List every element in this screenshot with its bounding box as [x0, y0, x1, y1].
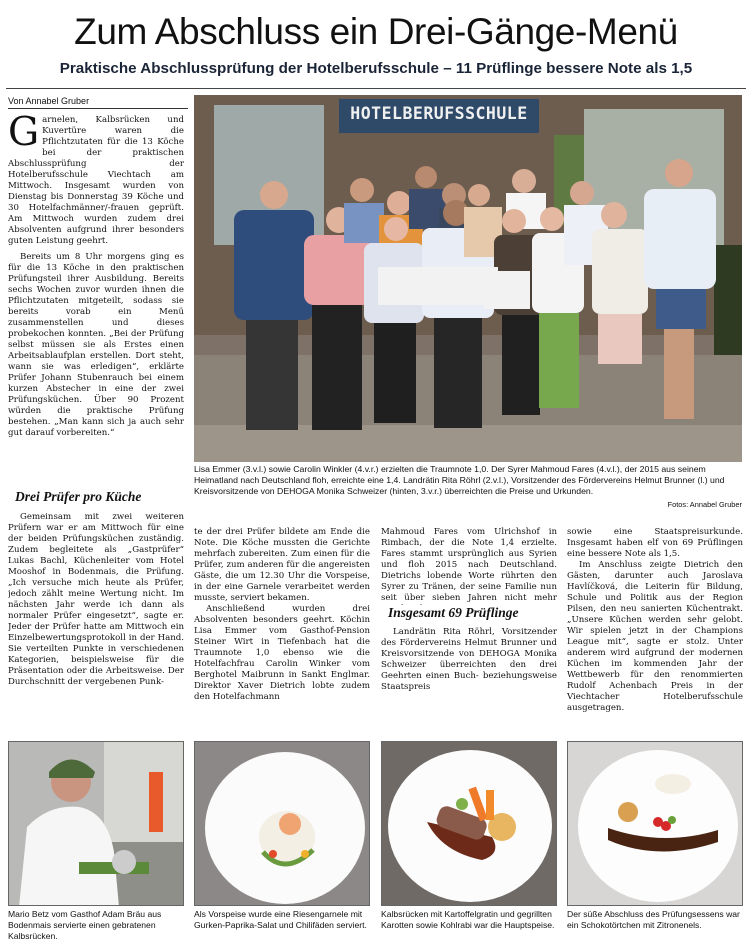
main-photo-caption: Lisa Emmer (3.v.l.) sowie Carolin Winkler (4.v.r.) erzielten die Traumnote 1,0. Der Syrer Mahmoud Fares (4.v.l.), der 2015 aus seinem Heimatland nach Deutschland floh, erreichte eine 1,4. Landrätin Rita Röhrl (2.v.l.), Vorsitzender des Fördervereins Helmut Brunner (l.) und Kreisvorsitzende von DEHOGA Monika Schweizer (hinten, 3.v.r.) überreichten die Preise und Urkunden.	[194, 464, 725, 496]
photo-caption-main-course: Kalbsrücken mit Kartoffelgratin und gegrillten Karotten sowie Kohlrabi war die Hauptspeise.	[381, 909, 555, 930]
photo-credit: Fotos: Annabel Gruber	[667, 500, 742, 509]
photo-chef	[8, 741, 184, 906]
subhead-insgesamt: Insgesamt 69 Prüflinge	[388, 605, 519, 620]
photo-caption-starter: Als Vorspeise wurde eine Riesengarnele mit Gurken-Paprika-Salat und Chilifäden serviert.	[194, 909, 367, 930]
paragraph: Im Anschluss zeigte Dietrich den Gästen, darunter auch Jaroslava Havlíčková, die Leiterin für Bildung, Schule und Politik aus der Region Pilsen, den neu sanierten Küchentrakt. „Unsere Küchen werden sehr gelobt. Wir spielen jetzt in der Champions League mit“, sagte er stolz. Unter anderem wird aufgrund der modernen Küchen im kommenden Jahr der Wettbewerb für den renommierten Rudolf Achenbach Preis in der Viechtacher Hotelberufsschule ausgetragen.	[567, 560, 743, 713]
photo-starter	[194, 741, 370, 906]
paragraph: Garnelen, Kalbsrücken und Kuvertüre waren die Pflichtzutaten für die 13 Köche bei der praktischen Abschlussprüfung der Hotelberufsschule Viechtach am Mittwoch. Insgesamt wurden von Dienstag bis Donnerstag 39 Köche und 30 Hotelfachmänner/-frauen geprüft. Am Mittwoch wurden zudem drei Absolventen aufgrund ihrer besonders guten Leistung geehrt.	[8, 115, 184, 246]
paragraph: Gemeinsam mit zwei weiteren Prüfern war er am Mittwoch für eine der beiden Prüfungsküchen zuständig. Zudem begleitete als „Gastprüfer“ Lukas Bachl, Küchenleiter vom Hotel Mooshof in Bodenmais, die Prüfung. „Ich versuche mich heute als Prüfer, jedoch zählt meine Wertung nicht. Im nächsten Jahr werde ich dann als normaler Prüfer eingesetzt“, sagte er. Jeder der Prüfer hatte am Mittwoch ein Einzelbewertungsprotokoll in der Hand. Sie verteilten Punkte in verschiedenen Kategorien, beispielsweise für die Präsentation oder die Arbeitsweise. Der Durchschnitt der vergebenen Punk-	[8, 512, 184, 687]
paragraph: Mahmoud Fares vom Ulrichshof in Rimbach, der die Note 1,4 erzielte. Fares stammt ursprünglich aus Syrien und floh 2015 nach Deutschland. Dietrichs lobende Worte rührten den Syrer zu Tränen, der seine Familie nun seit über sieben Jahren nicht mehr	[381, 527, 557, 603]
photo-caption-dessert: Der süße Abschluss des Prüfungsessens war ein Schokotörtchen mit Zitronenels.	[567, 909, 740, 930]
starter-plate-image	[195, 742, 370, 906]
column-1-cont	[8, 512, 184, 733]
photo-caption-chef: Mario Betz vom Gasthof Adam Bräu aus Bodenmais servierte einen gebratenen Kalbsrücken.	[8, 909, 162, 941]
paragraph: te der drei Prüfer bildete am Ende die Note. Die Köche mussten die Gerichte mehrfach zubereiten. Zum einen für die Prüfer, zum anderen für die angereisten Gäste, die um 12.30 Uhr die Vorspeise, in der eine Garnele verarbeitet werden musste, serviert bekamen.	[194, 527, 370, 603]
photo-main-course	[381, 741, 557, 906]
paragraph: Landrätin Rita Röhrl, Vorsitzender des Fördervereins Helmut Brunner und Kreisvorsitzende von DEHOGA Monika Schweizer überreichten den drei Geehrten einen Buch- beziehungsweise Staatspreis	[381, 627, 557, 692]
dessert-plate-image	[568, 742, 743, 906]
column-1	[8, 115, 184, 477]
main-photo	[194, 95, 742, 462]
paragraph: Anschließend wurden drei Absolventen besonders geehrt. Köchin Lisa Emmer vom Gasthof-Pension Steiner Wirt in Tiefenbach hat die Traumnote 1,0 ebenso wie die Hotelfachfrau Carolin Winker vom Berghotel Maibrunn in Sankt Englmar. Direktor Xaver Dietrich lobte zudem den Hotelfachmann	[194, 604, 370, 702]
main-course-plate-image	[382, 742, 557, 906]
divider	[6, 88, 746, 89]
paragraph: sowie eine Staatspreisurkunde. Insgesamt haben elf von 69 Prüflingen eine bessere Note als 1,5.	[567, 527, 743, 559]
subheadline: Praktische Abschlussprüfung der Hotelberufsschule – 11 Prüflinge bessere Note als 1,5	[59, 60, 693, 77]
column-2	[194, 527, 370, 733]
photo-dessert	[567, 741, 743, 906]
column-3	[381, 527, 557, 605]
paragraph: Bereits um 8 Uhr morgens ging es für die 13 Köche in den praktischen Prüfungsteil ihrer Ausbildung. Bereits sechs Wochen zuvor wurden ihnen die Pflichtzutaten mitgeteilt, sodass sie bereits vorab ein Menü zusammenstellen und dieses probekochen konnten. „Bei der Prüfung selbst müssen sie als Erstes einen Arbeitsablaufplan erstellen. Dort steht, wann sie was erledigen“, erklärte Prüfer Johann Stubenrauch bei einem kurzen Abstecher in eine der zwei Prüfungsküchen. Über 90 Prozent würden die praktische Prüfung bestehen. „Man kann sich ja auch sehr gut darauf vorbereiten.“	[8, 252, 184, 438]
column-3-cont	[381, 627, 557, 733]
column-4	[567, 527, 743, 733]
group-photo-image	[194, 95, 742, 462]
chef-image	[9, 742, 184, 906]
byline: Von Annabel Gruber	[8, 96, 188, 109]
drop-cap: G	[8, 115, 40, 155]
photo-sign: HOTELBERUFSSCHULE	[350, 104, 528, 123]
headline: Zum Abschluss ein Drei-Gänge-Menü	[74, 11, 678, 52]
subhead-drei-pruefer: Drei Prüfer pro Küche	[15, 489, 142, 504]
